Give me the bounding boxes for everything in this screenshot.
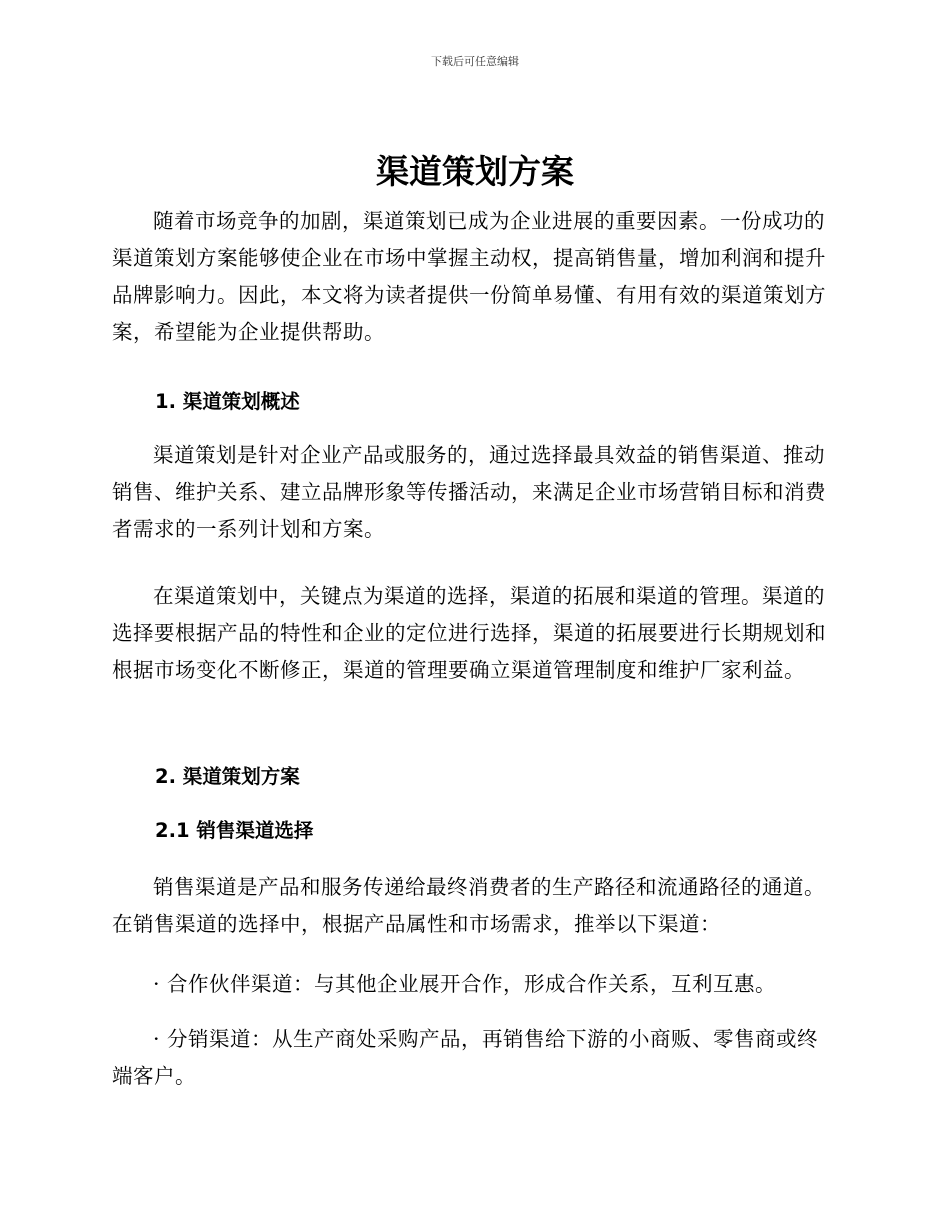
subsection-2-1-paragraph: 销售渠道是产品和服务传递给最终消费者的生产路径和流通路径的通道。在销售渠道的选择中，根据产品属性和市场需求，推举以下渠道： <box>112 875 825 936</box>
section-1-heading: 1. 渠道策划概述 <box>155 390 300 413</box>
section-1-paragraph-2: 在渠道策划中，关键点为渠道的选择，渠道的拓展和渠道的管理。渠道的选择要根据产品的特性和企业的定位进行选择，渠道的拓展要进行长期规划和根据市场变化不断修正，渠道的管理要确立渠道管理制度和维护厂家利益。 <box>112 584 826 682</box>
subsection-2-1-heading: 2.1 销售渠道选择 <box>155 819 314 842</box>
section-1-paragraph-1: 渠道策划是针对企业产品或服务的，通过选择最具效益的销售渠道、推动销售、维护关系、建立品牌形象等传播活动，来满足企业市场营销目标和消费者需求的一系列计划和方案。 <box>112 443 826 541</box>
bullet-item-partner-channel: · 合作伙伴渠道：与其他企业展开合作，形成合作关系，互利互惠。 <box>153 972 777 996</box>
header-note: 下载后可任意编辑 <box>431 55 519 68</box>
intro-paragraph: 随着市场竞争的加剧，渠道策划已成为企业进展的重要因素。一份成功的渠道策划方案能够使企业在市场中掌握主动权，提高销售量，增加利润和提升品牌影响力。因此，本文将为读者提供一份简单易懂、有用有效的渠道策划方案，希望能为企业提供帮助。 <box>112 209 826 344</box>
section-2-heading: 2. 渠道策划方案 <box>155 765 300 788</box>
bullet-item-distribution-channel: · 分销渠道：从生产商处采购产品，再销售给下游的小商贩、零售商或终端客户。 <box>112 1027 819 1088</box>
document-title: 渠道策划方案 <box>376 152 574 191</box>
